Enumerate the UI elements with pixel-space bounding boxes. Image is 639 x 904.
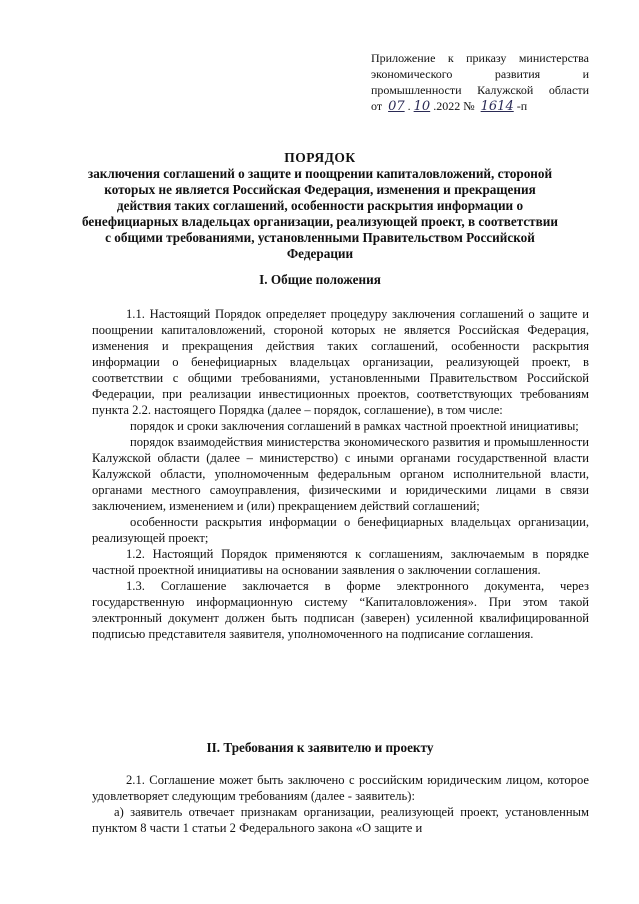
section-2-heading: II. Требования к заявителю и проекту — [206, 740, 434, 755]
appendix-line-3: промышленности Калужской области — [371, 83, 589, 97]
paragraph-2-1: 2.1. Соглашение может быть заключено с российским юридическим лицом, которое удовлетворяет следующим требованиям (далее - заявитель): — [92, 773, 589, 803]
appendix-date-line — [371, 98, 589, 115]
appendix-header — [371, 50, 589, 115]
paragraph-disclosure: особенности раскрытия информации о бенефициарных владельцах организации, реализующей проект; — [92, 515, 589, 545]
appendix-line-1: Приложение к приказу министерства — [371, 51, 589, 65]
paragraph-2-1-a: а) заявитель отвечает признакам организации, реализующей проект, установленным пунктом 8 части 1 статьи 2 Федерального закона «О защите и — [92, 805, 589, 835]
order-suffix: -п — [516, 99, 528, 113]
date-year: .2022 № — [433, 99, 475, 113]
handwritten-order-number: 1614 — [480, 99, 514, 114]
paragraph-1-3: 1.3. Соглашение заключается в форме электронного документа, через государственную информационную систему “Капиталовложения». При этом такой электронный документ должен быть подписан (заверен) усиленной квалифицированной подписью представителя заявителя, уполномоченного на подписание соглашения. — [92, 579, 589, 641]
document-title — [70, 150, 570, 262]
paragraph-1-2: 1.2. Настоящий Порядок применяются к соглашениям, заключаемым в порядке частной проектной инициативы на основании заявления о заключении соглашения. — [92, 547, 589, 577]
section-1-body — [92, 306, 589, 642]
paragraph-interaction: порядок взаимодействия министерства экономического развития и промышленности Калужской области (далее – министерство) с иными органами государственной власти Калужской области, уполномоченным федеральным органом исполнительной власти, органами местного самоуправления, физическими и юридическими лицами в связи заключением, изменением и (или) прекращением действий соглашений; — [92, 435, 589, 513]
title-subtitle: заключения соглашений о защите и поощрении капиталовложений, стороной которых не является Российская Федерация, изменения и прекращения действия таких соглашений, особенности раскрытия информации о бенефициарных владельцах организации, реализующей проект, в соответствии с общими требованиями, установленными Правительством Российской Федерации — [82, 166, 558, 261]
date-separator: . — [407, 99, 411, 113]
paragraph-order: порядок и сроки заключения соглашений в рамках частной проектной инициативы; — [130, 419, 579, 433]
paragraph-1-1: 1.1. Настоящий Порядок определяет процедуру заключения соглашений о защите и поощрении капиталовложений, стороной которых не является Российская Федерация, изменения и прекращения действия таких соглашений, особенности раскрытия информации о бенефициарных владельцах организации, реализующей проект, в соответствии с общими требованиями, установленными Правительством Российской Федерации, при реализации инвестиционных проектов, соответствующих требованиям пункта 2.2. настоящего Порядка (далее – порядок, соглашение), в том числе: — [92, 307, 589, 417]
handwritten-day: 07 — [388, 99, 405, 114]
handwritten-month: 10 — [413, 99, 431, 114]
section-1-heading: I. Общие положения — [259, 272, 381, 287]
section-2-body — [92, 772, 589, 836]
title-main: ПОРЯДОК — [284, 150, 356, 165]
date-prefix: от — [371, 99, 383, 113]
appendix-line-2: экономического развития и — [371, 67, 589, 81]
